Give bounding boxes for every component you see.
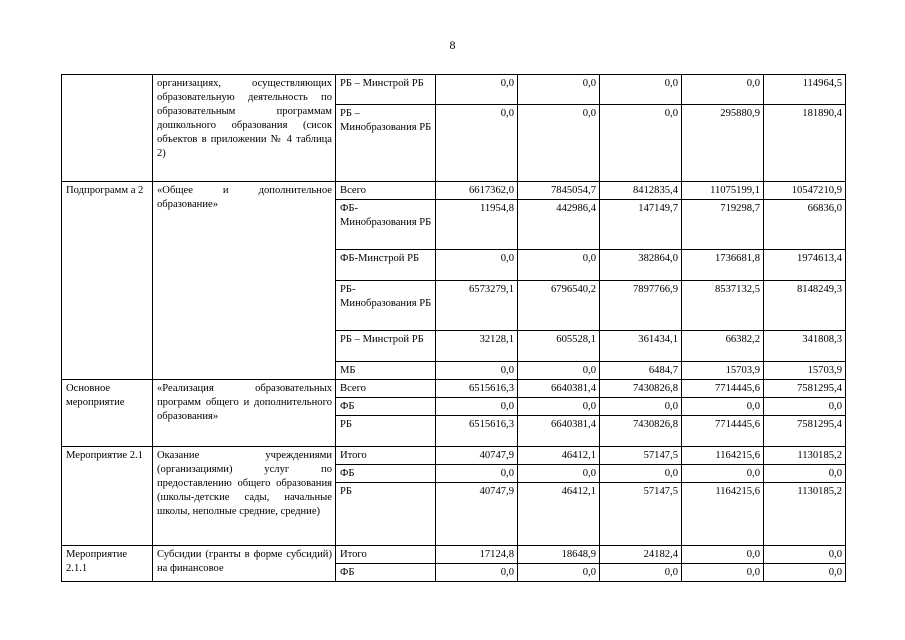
amount-cell: 8537132,5 [682, 281, 764, 331]
program-code-cell: Мероприятие 2.1 [62, 447, 153, 546]
amount-cell: 10547210,9 [764, 182, 846, 200]
amount-cell: 7897766,9 [600, 281, 682, 331]
amount-cell: 6796540,2 [518, 281, 600, 331]
amount-cell: 7714445,6 [682, 416, 764, 447]
amount-cell: 0,0 [436, 362, 518, 380]
amount-cell: 6617362,0 [436, 182, 518, 200]
amount-cell: 719298,7 [682, 200, 764, 250]
amount-cell: 7581295,4 [764, 380, 846, 398]
amount-cell: 0,0 [518, 105, 600, 182]
amount-cell: 7581295,4 [764, 416, 846, 447]
amount-cell: 295880,9 [682, 105, 764, 182]
amount-cell: 341808,3 [764, 331, 846, 362]
table-row [62, 182, 846, 200]
amount-cell: 0,0 [764, 398, 846, 416]
amount-cell: 0,0 [518, 75, 600, 105]
amount-cell: 0,0 [682, 75, 764, 105]
amount-cell: 0,0 [600, 105, 682, 182]
amount-cell: 66382,2 [682, 331, 764, 362]
amount-cell: 18648,9 [518, 546, 600, 564]
amount-cell: 8148249,3 [764, 281, 846, 331]
amount-cell: 15703,9 [764, 362, 846, 380]
amount-cell: 114964,5 [764, 75, 846, 105]
amount-cell: 32128,1 [436, 331, 518, 362]
amount-cell: 7430826,8 [600, 416, 682, 447]
amount-cell: 0,0 [764, 465, 846, 483]
funding-source-cell: Итого [336, 447, 436, 465]
amount-cell: 0,0 [518, 564, 600, 582]
funding-source-cell: РБ [336, 416, 436, 447]
amount-cell: 11075199,1 [682, 182, 764, 200]
amount-cell: 605528,1 [518, 331, 600, 362]
table-row [62, 447, 846, 465]
amount-cell: 40747,9 [436, 483, 518, 546]
funding-source-cell: РБ – Минобразования РБ [336, 105, 436, 182]
amount-cell: 46412,1 [518, 447, 600, 465]
amount-cell: 181890,4 [764, 105, 846, 182]
amount-cell: 0,0 [436, 250, 518, 281]
amount-cell: 66836,0 [764, 200, 846, 250]
program-name-cell: «Общее и дополнительное образование» [153, 182, 336, 380]
page-number: 8 [449, 38, 456, 52]
amount-cell: 0,0 [682, 546, 764, 564]
amount-cell: 361434,1 [600, 331, 682, 362]
amount-cell: 6573279,1 [436, 281, 518, 331]
amount-cell: 0,0 [518, 362, 600, 380]
funding-source-cell: ФБ-Минстрой РБ [336, 250, 436, 281]
funding-source-cell: Всего [336, 380, 436, 398]
amount-cell: 11954,8 [436, 200, 518, 250]
amount-cell: 1164215,6 [682, 483, 764, 546]
table-row [62, 546, 846, 564]
amount-cell: 7430826,8 [600, 380, 682, 398]
amount-cell: 0,0 [682, 465, 764, 483]
amount-cell: 7714445,6 [682, 380, 764, 398]
funding-source-cell: Итого [336, 546, 436, 564]
funding-source-cell: РБ – Минстрой РБ [336, 331, 436, 362]
amount-cell: 382864,0 [600, 250, 682, 281]
amount-cell: 0,0 [682, 564, 764, 582]
amount-cell: 40747,9 [436, 447, 518, 465]
amount-cell: 0,0 [600, 398, 682, 416]
amount-cell: 0,0 [682, 398, 764, 416]
program-name-cell: «Реализация образовательных программ общего и дополнительного образования» [153, 380, 336, 447]
amount-cell: 1130185,2 [764, 447, 846, 465]
program-code-cell [62, 75, 153, 182]
program-name-cell: Оказание учреждениями (организациями) услуг по предоставлению общего образования (школы-детские сады, начальные школы, неполные средние, средние) [153, 447, 336, 546]
amount-cell: 0,0 [764, 546, 846, 564]
amount-cell: 7845054,7 [518, 182, 600, 200]
funding-source-cell: МБ [336, 362, 436, 380]
table-row [62, 75, 846, 105]
amount-cell: 0,0 [436, 398, 518, 416]
funding-source-cell: РБ-Минобразования РБ [336, 281, 436, 331]
amount-cell: 0,0 [764, 564, 846, 582]
amount-cell: 15703,9 [682, 362, 764, 380]
funding-source-cell: Всего [336, 182, 436, 200]
program-name-cell: Субсидии (гранты в форме субсидий) на финансовое [153, 546, 336, 582]
funding-source-cell: ФБ-Минобразования РБ [336, 200, 436, 250]
funding-source-cell: РБ [336, 483, 436, 546]
program-code-cell: Основное мероприятие [62, 380, 153, 447]
amount-cell: 0,0 [600, 564, 682, 582]
funding-source-cell: ФБ [336, 564, 436, 582]
program-name-cell: организациях, осуществляющих образовательную деятельность по образовательным программам дошкольного образования (сисок объектов в приложении № 4 таблица 2) [153, 75, 336, 182]
amount-cell: 57147,5 [600, 447, 682, 465]
amount-cell: 6640381,4 [518, 416, 600, 447]
amount-cell: 0,0 [436, 75, 518, 105]
program-code-cell: Мероприятие 2.1.1 [62, 546, 153, 582]
amount-cell: 1164215,6 [682, 447, 764, 465]
program-code-cell: Подпрограмм а 2 [62, 182, 153, 380]
amount-cell: 0,0 [436, 465, 518, 483]
amount-cell: 0,0 [518, 398, 600, 416]
amount-cell: 46412,1 [518, 483, 600, 546]
amount-cell: 147149,7 [600, 200, 682, 250]
amount-cell: 6515616,3 [436, 416, 518, 447]
amount-cell: 1974613,4 [764, 250, 846, 281]
funding-source-cell: ФБ [336, 465, 436, 483]
table-row [62, 380, 846, 398]
amount-cell: 442986,4 [518, 200, 600, 250]
amount-cell: 6484,7 [600, 362, 682, 380]
amount-cell: 0,0 [518, 250, 600, 281]
amount-cell: 1736681,8 [682, 250, 764, 281]
amount-cell: 0,0 [600, 75, 682, 105]
funding-source-cell: РБ – Минстрой РБ [336, 75, 436, 105]
budget-table [61, 74, 846, 582]
amount-cell: 1130185,2 [764, 483, 846, 546]
amount-cell: 17124,8 [436, 546, 518, 564]
amount-cell: 24182,4 [600, 546, 682, 564]
amount-cell: 6515616,3 [436, 380, 518, 398]
amount-cell: 6640381,4 [518, 380, 600, 398]
amount-cell: 0,0 [518, 465, 600, 483]
amount-cell: 0,0 [600, 465, 682, 483]
amount-cell: 0,0 [436, 105, 518, 182]
amount-cell: 57147,5 [600, 483, 682, 546]
amount-cell: 8412835,4 [600, 182, 682, 200]
amount-cell: 0,0 [436, 564, 518, 582]
funding-source-cell: ФБ [336, 398, 436, 416]
